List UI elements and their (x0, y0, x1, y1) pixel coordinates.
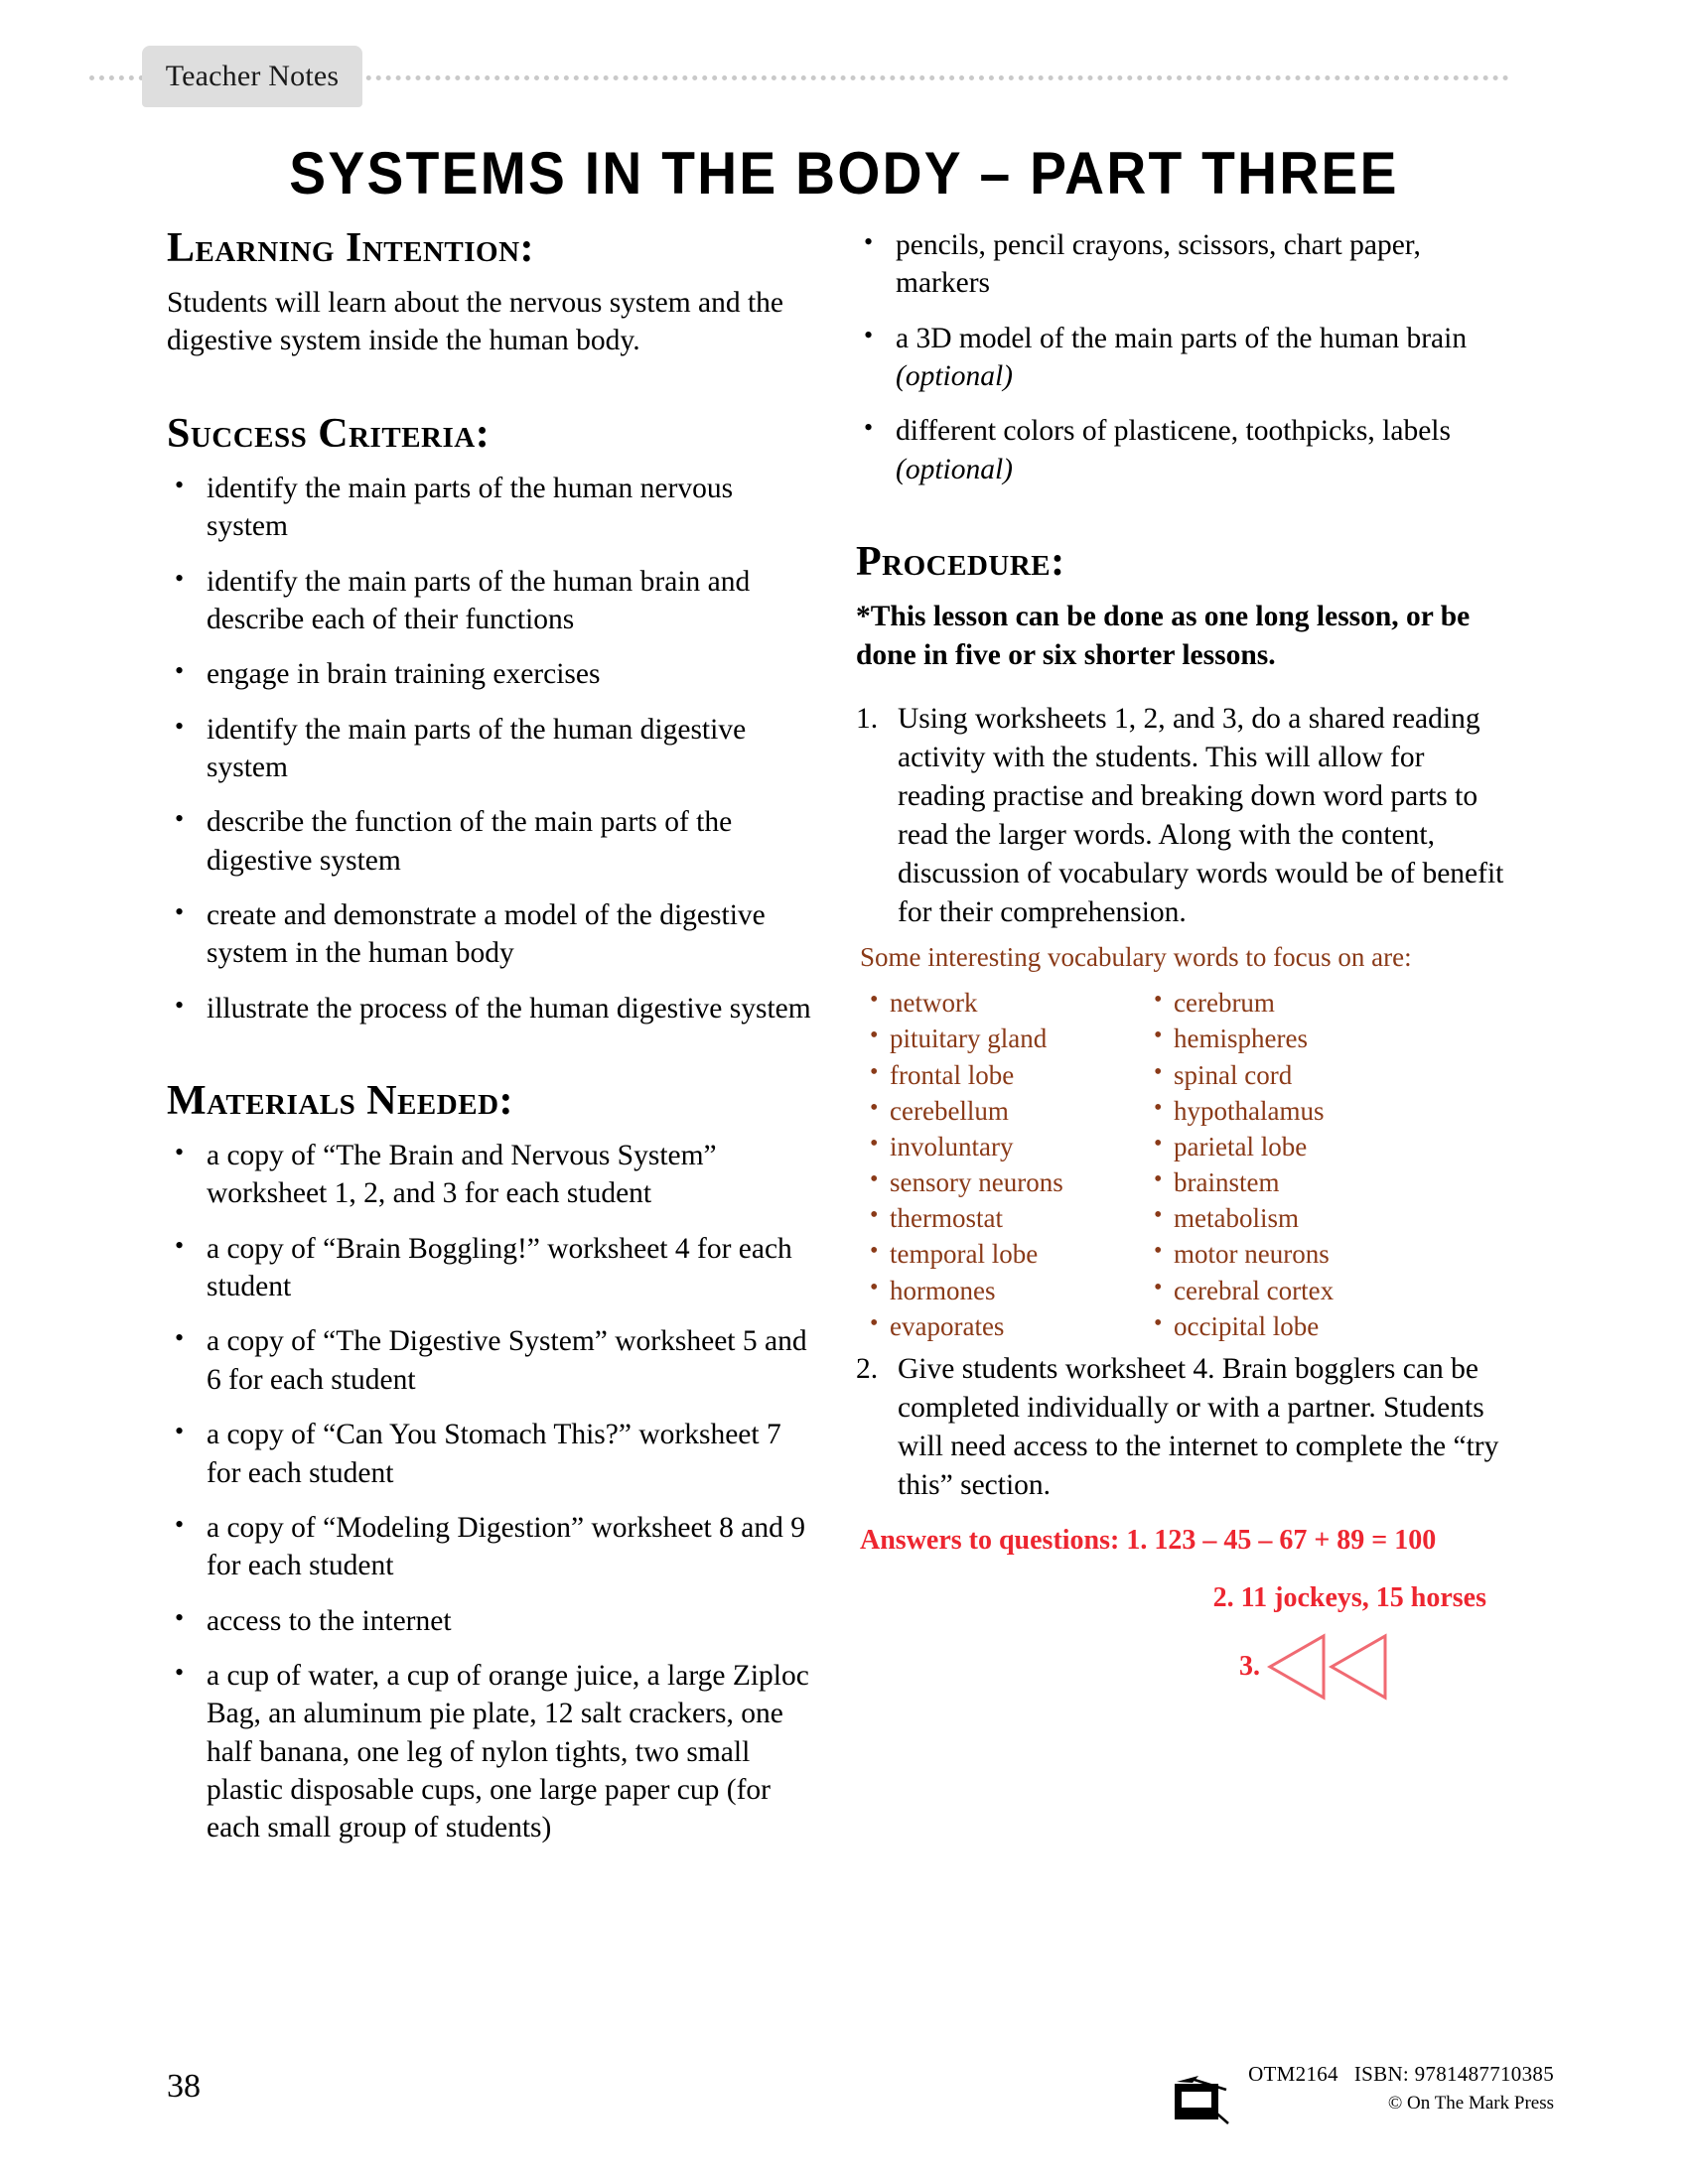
answer-line-3 (856, 1630, 1506, 1704)
list-item: • a copy of “The Digestive System” worksheet 5 and 6 for each student (167, 1322, 817, 1399)
footer-product-line (1248, 2062, 1554, 2087)
vocabulary-word: • evaporates (866, 1308, 1150, 1344)
vocabulary-word: • hormones (866, 1273, 1150, 1308)
vocabulary-word: • cerebellum (866, 1093, 1150, 1129)
list-item: • a copy of “Can You Stomach This?” worksheet 7 for each student (167, 1416, 817, 1492)
list-item: • a copy of “Brain Boggling!” worksheet 4 for each student (167, 1230, 817, 1306)
heading-materials-needed: Materials Needed: (167, 1078, 513, 1124)
learning-intention-body: Students will learn about the nervous system and the digestive system inside the human body. (167, 287, 784, 357)
list-item: • describe the function of the main parts of the digestive system (167, 803, 817, 880)
list-item: • a cup of water, a cup of orange juice, a large Ziploc Bag, an aluminum pie plate, 12 salt crackers, one half banana, one leg of nylon tights, two small plastic disposable cups, one large paper cup (for each small group of students) (167, 1657, 817, 1847)
page-title: SYSTEMS IN THE BODY – PART THREE (289, 140, 1399, 206)
success-criteria-list (167, 470, 817, 1027)
footer-text-block (1248, 2062, 1554, 2115)
vocabulary-word: • temporal lobe (866, 1236, 1150, 1272)
right-column (856, 226, 1506, 1704)
vocabulary-word: • brainstem (1150, 1164, 1434, 1200)
page-header (0, 46, 1688, 115)
heading-success-criteria: Success Criteria: (167, 410, 491, 457)
left-triangle-icon (1266, 1630, 1328, 1704)
list-item: • identify the main parts of the human nervous system (167, 470, 817, 546)
list-item-note: (optional) (896, 360, 1013, 393)
vocabulary-word: • thermostat (866, 1200, 1150, 1236)
answer-line-3-label: 3. (1239, 1651, 1260, 1683)
vocabulary-word: • hypothalamus (1150, 1093, 1434, 1129)
answer-line-2: 2. 11 jockeys, 15 horses (1212, 1582, 1486, 1614)
vocabulary-column-2 (1150, 985, 1434, 1344)
procedure-step (856, 1350, 1506, 1505)
vocabulary-word: • cerebrum (1150, 985, 1434, 1021)
step-number: 2. (856, 1352, 879, 1385)
vocabulary-word: • involuntary (866, 1129, 1150, 1164)
vocabulary-columns (866, 985, 1506, 1344)
vocabulary-list-2 (1150, 985, 1434, 1344)
publisher-logo-icon (1169, 2066, 1232, 2133)
vocabulary-word: • metabolism (1150, 1200, 1434, 1236)
vocabulary-word: • cerebral cortex (1150, 1273, 1434, 1308)
list-item: • engage in brain training exercises (167, 655, 817, 693)
heading-procedure: Procedure: (856, 539, 1065, 586)
procedure-steps-continued (856, 1350, 1506, 1505)
procedure-note: *This lesson can be done as one long lesson, or be done in five or six shorter lessons. (856, 601, 1471, 671)
list-item (856, 412, 1506, 488)
product-code: OTM2164 (1248, 2062, 1338, 2086)
list-item: • access to the internet (167, 1602, 817, 1640)
left-column (167, 226, 817, 1847)
copyright-line: © On The Mark Press (1387, 2093, 1554, 2114)
isbn: ISBN: 9781487710385 (1353, 2062, 1554, 2086)
list-item: • illustrate the process of the human digestive system (167, 990, 817, 1027)
list-item-text: a 3D model of the main parts of the human brain (896, 322, 1468, 354)
list-item (856, 320, 1506, 396)
list-item: • identify the main parts of the human digestive system (167, 711, 817, 787)
footer-credits (1169, 2062, 1554, 2133)
vocabulary-word: • network (866, 985, 1150, 1021)
list-item: • a copy of “Modeling Digestion” worksheet 8 and 9 for each student (167, 1509, 817, 1585)
list-item-text: pencils, pencil crayons, scissors, chart paper, markers (896, 229, 1421, 300)
vocabulary-word: • frontal lobe (866, 1057, 1150, 1093)
step-text: Using worksheets 1, 2, and 3, do a shared reading activity with the students. This will allow for reading practise and breaking down word parts to read the larger words. Along with the content, discussion of vocabulary words would be of benefit for their comprehension. (898, 702, 1504, 928)
step-number: 1. (856, 702, 879, 735)
teacher-notes-tab (142, 46, 362, 107)
vocabulary-intro: Some interesting vocabulary words to focus on are: (860, 942, 1412, 973)
answer-line-1: Answers to questions: 1. 123 – 45 – 67 + 89 = 100 (860, 1524, 1437, 1556)
vocabulary-word: • pituitary gland (866, 1021, 1150, 1056)
vocabulary-word: • hemispheres (1150, 1021, 1434, 1056)
vocabulary-list-1 (866, 985, 1150, 1344)
vocabulary-word: • parietal lobe (1150, 1129, 1434, 1164)
page-number: 38 (167, 2068, 201, 2105)
list-item-text: different colors of plasticene, toothpicks, labels (896, 415, 1451, 448)
materials-continued-list (856, 226, 1506, 488)
vocabulary-word: • spinal cord (1150, 1057, 1434, 1093)
left-triangle-icon (1328, 1630, 1389, 1704)
heading-learning-intention: Learning Intention: (167, 225, 535, 271)
procedure-steps (856, 700, 1506, 932)
materials-needed-list (167, 1137, 817, 1847)
list-item: • create and demonstrate a model of the digestive system in the human body (167, 896, 817, 973)
procedure-step (856, 700, 1506, 932)
answer-triangles-figure (1266, 1630, 1389, 1704)
vocabulary-column-1 (866, 985, 1150, 1344)
list-item (856, 226, 1506, 303)
list-item: • a copy of “The Brain and Nervous System” worksheet 1, 2, and 3 for each student (167, 1137, 817, 1213)
list-item: • identify the main parts of the human brain and describe each of their functions (167, 563, 817, 639)
step-text: Give students worksheet 4. Brain bogglers can be completed individually or with a partner. Students will need access to the internet to complete the “try this” section. (898, 1352, 1499, 1501)
list-item-note: (optional) (896, 453, 1013, 485)
vocabulary-word: • motor neurons (1150, 1236, 1434, 1272)
vocabulary-word: • sensory neurons (866, 1164, 1150, 1200)
vocabulary-word: • occipital lobe (1150, 1308, 1434, 1344)
answers-block (856, 1523, 1506, 1705)
teacher-notes-tab-label: Teacher Notes (165, 60, 340, 92)
